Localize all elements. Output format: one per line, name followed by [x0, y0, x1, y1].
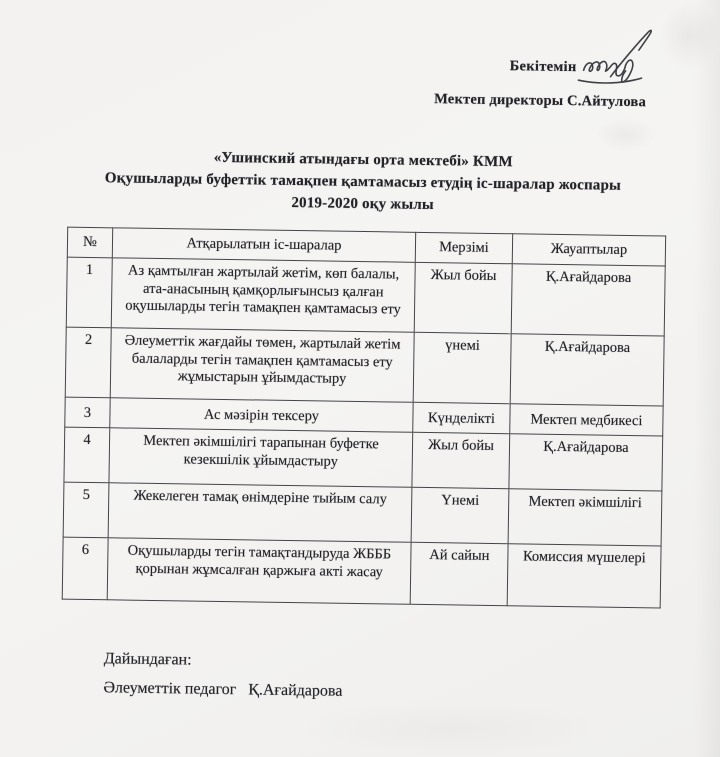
- plan-table: [62, 227, 666, 609]
- plan-table-container: [62, 227, 666, 609]
- responsible-cell: Қ.Ағайдарова: [511, 264, 665, 336]
- footer-block: [103, 644, 343, 706]
- responsible-cell: Комиссия мүшелері: [507, 544, 661, 608]
- header-number: №: [67, 227, 112, 258]
- responsible-cell: Мектеп медбикесі: [510, 404, 663, 436]
- activity-cell: Ас мәзірін тексеру: [110, 398, 413, 432]
- row-number-cell: 6: [62, 537, 108, 600]
- header-activity: Атқарылатын іс-шаралар: [112, 228, 415, 262]
- activity-cell: Оқушыларды тегін тамақтандыруда ЖБББ қорынан жұмсалған қаржыға акті жасау: [107, 538, 411, 604]
- prepared-label: Дайындаған:: [103, 650, 192, 669]
- term-cell: үнемі: [413, 332, 511, 403]
- table-row: [65, 327, 664, 406]
- row-number-cell: 2: [65, 327, 111, 398]
- row-number-cell: 4: [64, 427, 110, 483]
- activity-cell: Мектеп әкімшілігі тарапынан буфетке кезекшілік ұйымдастыру: [109, 428, 413, 487]
- row-number-cell: 1: [66, 257, 112, 328]
- responsible-cell: Қ.Ағайдарова: [510, 334, 664, 406]
- header-term: Мерзімі: [415, 232, 512, 263]
- term-cell: Ай сайын: [410, 542, 508, 605]
- responsible-cell: Мектеп әкімшілігі: [508, 489, 662, 546]
- document-title: [42, 144, 683, 219]
- activity-cell: Жекелеген тамақ өнімдеріне тыйым салу: [108, 483, 412, 542]
- activity-cell: Аз қамтылған жартылай жетім, көп балалы, ата-анасының қамқорлығынсыз қалған оқушыларды тегін тамақпен қамтамасыз ету: [111, 258, 415, 332]
- signature-icon: [576, 19, 677, 92]
- title-line-2: Оқушыларды буфеттік тамақпен қамтамасыз етудің іс-шаралар жоспары: [104, 170, 622, 194]
- term-cell: Жыл бойы: [412, 432, 510, 488]
- term-cell: Жыл бойы: [414, 262, 512, 333]
- responsible-cell: Қ.Ағайдарова: [509, 434, 663, 491]
- title-line-1: «Ушинский атындағы орта мектебі» КММ: [213, 149, 513, 171]
- row-number-cell: 5: [63, 482, 109, 538]
- approval-label: Бекітемін: [509, 58, 577, 76]
- activity-cell: Әлеуметтік жағдайы төмен, жартылай жетім балаларды тегін тамақпен қамтамасыз ету жұмыстарын ұйымдастыру: [110, 328, 414, 402]
- title-line-3: 2019-2020 оқу жылы: [291, 194, 434, 214]
- row-number-cell: 3: [65, 397, 110, 428]
- term-cell: Күнделікті: [413, 402, 510, 433]
- term-cell: Үнемі: [411, 487, 509, 543]
- director-signature-line: Мектеп директоры С.Айтулова: [434, 91, 647, 111]
- table-row: [66, 257, 665, 336]
- table-row: [62, 537, 661, 608]
- table-row: [63, 482, 662, 546]
- table-row: [64, 427, 663, 491]
- prepared-by-line: Әлеуметтік педагог Қ.Ағайдарова: [103, 679, 343, 700]
- header-responsible: Жауаптылар: [512, 234, 665, 266]
